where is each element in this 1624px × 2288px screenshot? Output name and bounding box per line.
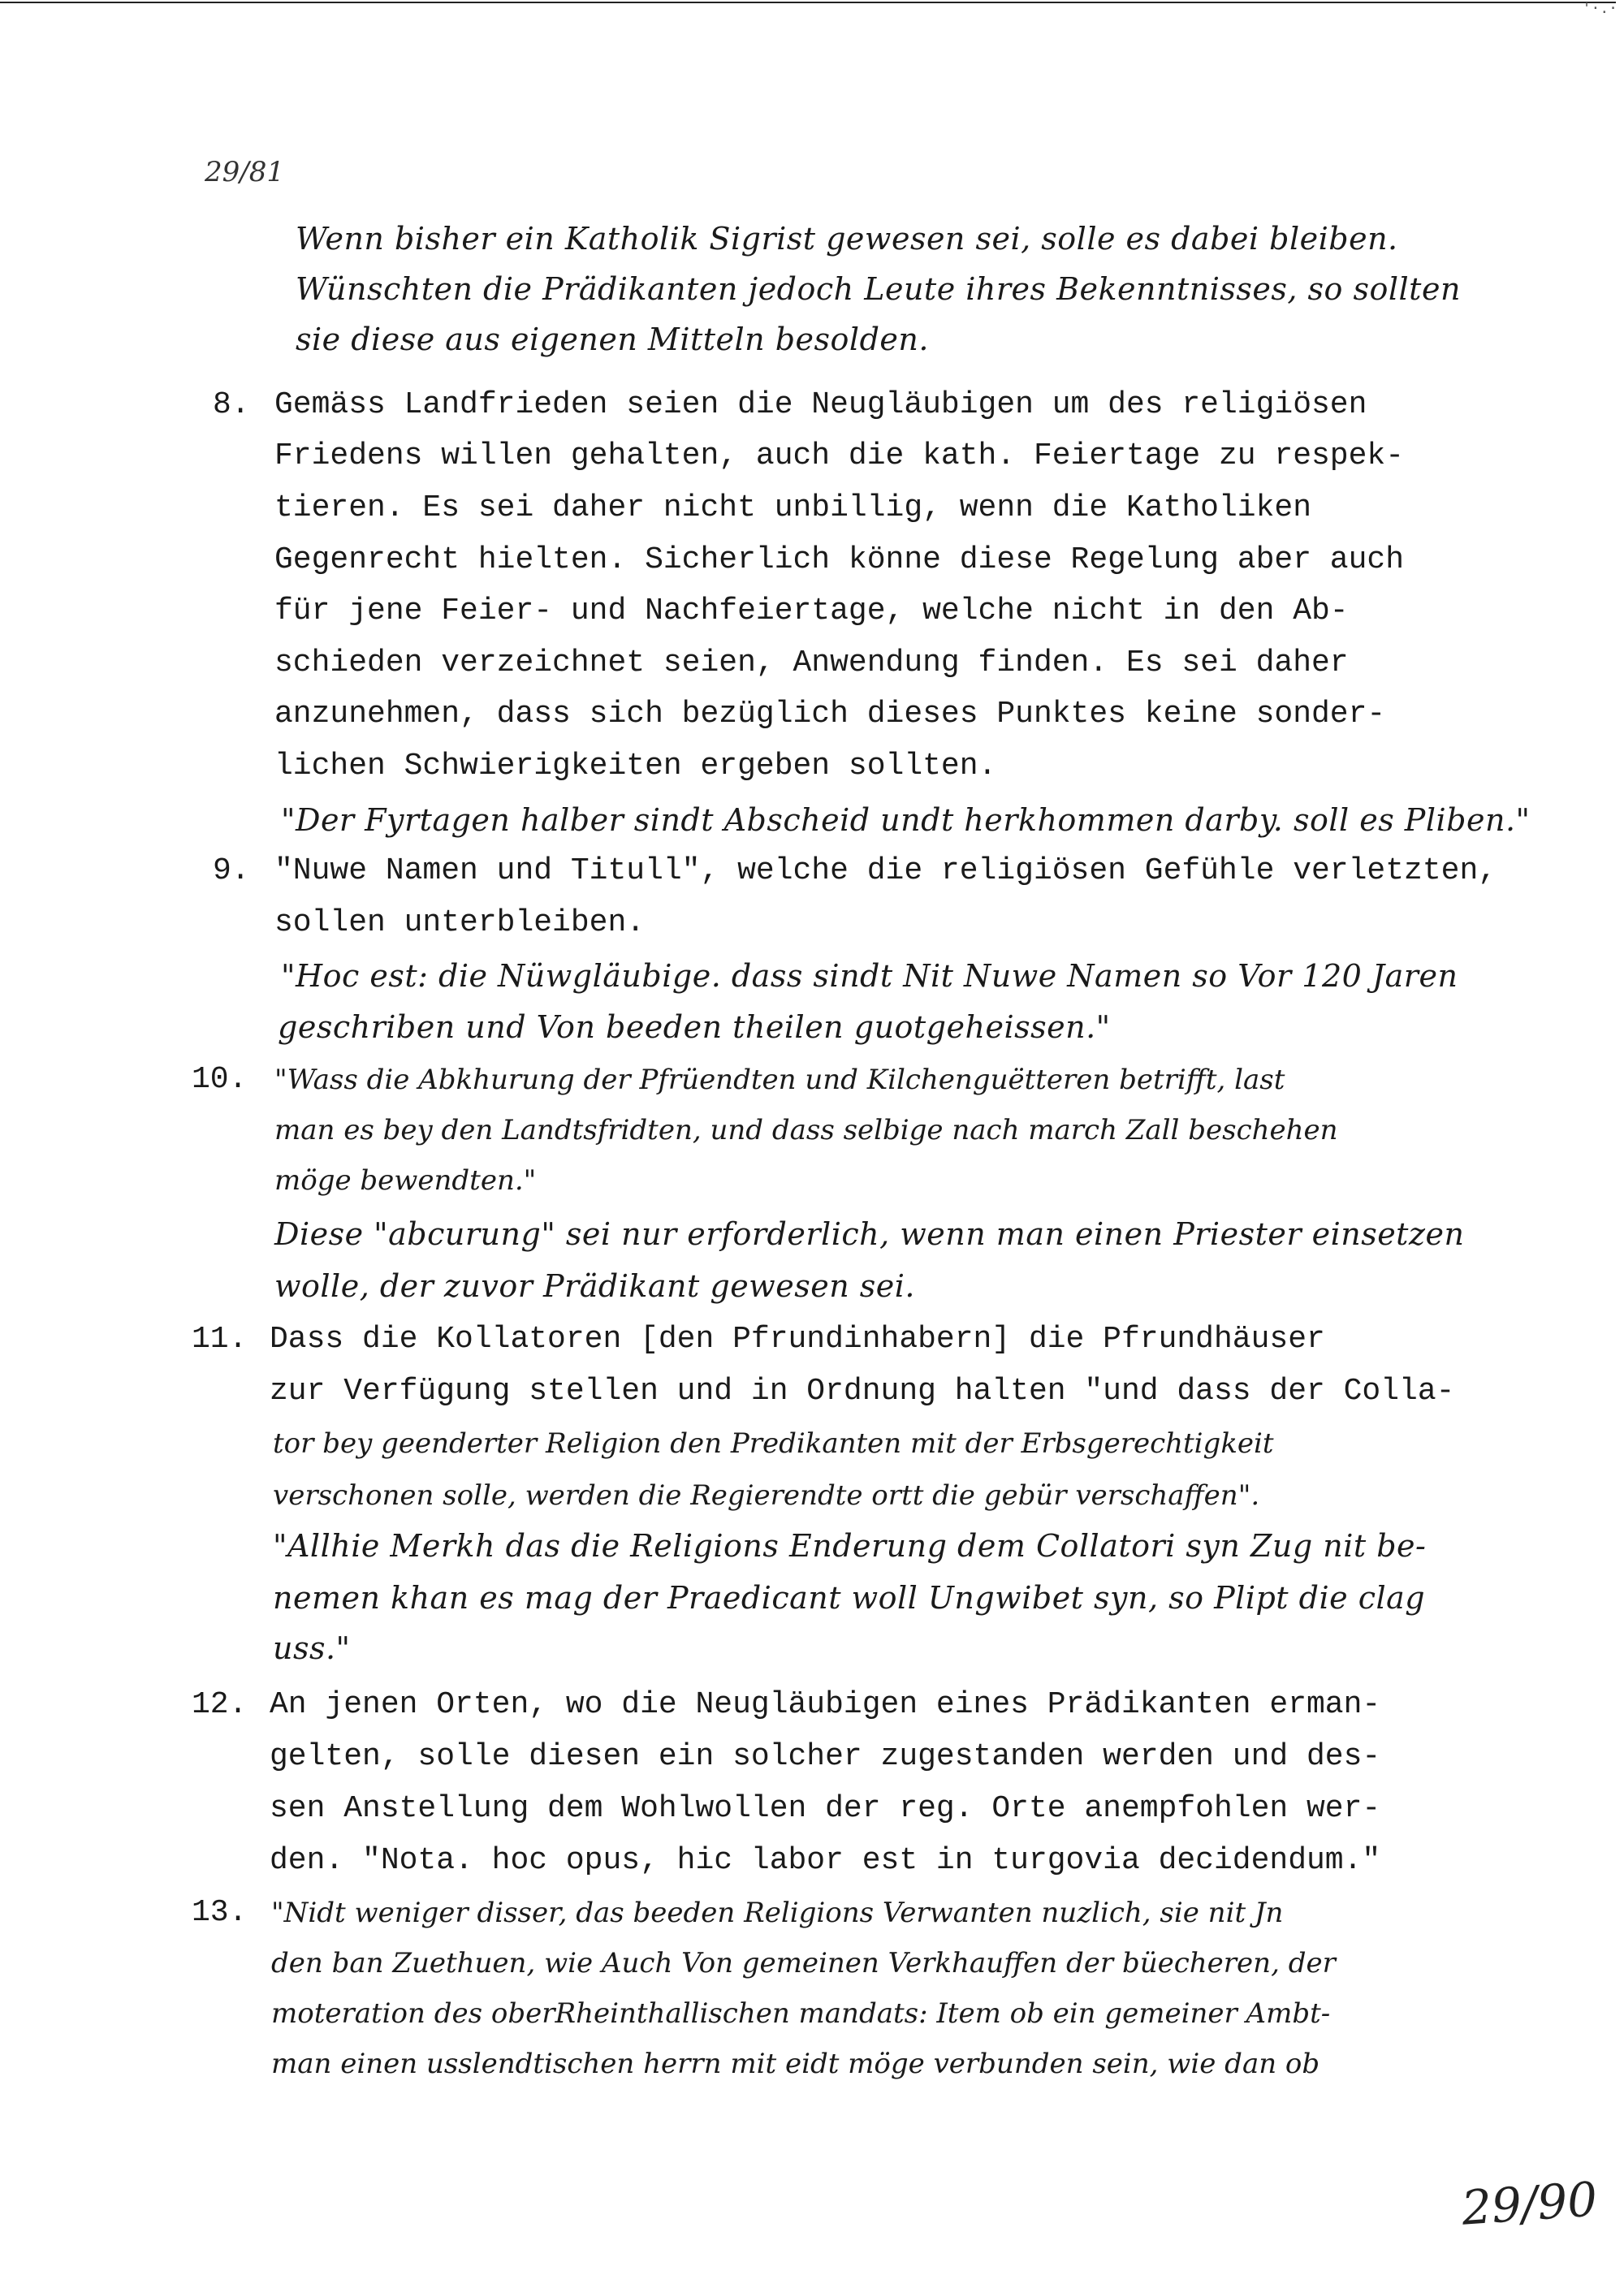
text-line: den. "Nota. hoc opus, hic labor est in turgovia decidendum." (270, 1843, 1381, 1878)
item-number: 8. (213, 387, 250, 422)
text-line: Wenn bisher ein Katholik Sigrist gewesen sei, solle es dabei bleiben. (296, 221, 1398, 257)
item-number: 11. (192, 1322, 248, 1357)
text-line: "Nuwe Namen und Titull", welche die religiösen Gefühle verletzten, (274, 853, 1497, 888)
page-reference: 29/81 (205, 156, 284, 188)
text-line: man einen usslendtischen herrn mit eidt möge verbunden sein, wie dan ob (271, 2048, 1320, 2080)
text-line: sie diese aus eigenen Mitteln besolden. (296, 322, 929, 357)
text-line: lichen Schwierigkeiten ergeben sollten. (274, 749, 997, 784)
text-line: Friedens willen gehalten, auch die kath. Feiertage zu respek- (274, 438, 1405, 473)
text-line: verschonen solle, werden die Regierendte ortt die gebür verschaffen". (273, 1479, 1260, 1512)
text-line: moteration des oberRheinthallischen mandats: Item ob ein gemeiner Ambt- (271, 1997, 1331, 2030)
text-line: den ban Zuethuen, wie Auch Von gemeinen Verkhauffen der büecheren, der (271, 1947, 1336, 1979)
item-number: 10. (192, 1062, 248, 1097)
text-line: Diese "abcurung" sei nur erforderlich, wenn man einen Priester einsetzen (274, 1216, 1465, 1252)
item-number: 13. (192, 1895, 248, 1930)
text-line: tor bey geenderter Religion den Predikanten mit der Erbsgerechtigkeit (273, 1427, 1274, 1460)
text-line: gelten, solle diesen ein solcher zugestanden werden und des- (270, 1739, 1381, 1774)
handwritten-page-number: 29/90 (1459, 2171, 1600, 2236)
top-border-line (0, 2, 1616, 3)
text-line: sollen unterbleiben. (274, 905, 646, 940)
text-line: tieren. Es sei daher nicht unbillig, wenn die Katholiken (274, 490, 1312, 525)
text-line: "Hoc est: die Nüwgläubige. dass sindt Nit Nuwe Namen so Vor 120 Jaren (281, 958, 1458, 994)
text-line: für jene Feier- und Nachfeiertage, welche nicht in den Ab- (274, 594, 1349, 628)
text-line: schieden verzeichnet seien, Anwendung finden. Es sei daher (274, 645, 1349, 680)
text-line: uss." (273, 1630, 351, 1666)
text-line: Gegenrecht hielten. Sicherlich könne diese Regelung aber auch (274, 542, 1405, 577)
text-line: sen Anstellung dem Wohlwollen der reg. Orte anempfohlen wer- (270, 1791, 1381, 1826)
text-line: "Wass die Abkhurung der Pfrüendten und Kilchenguëtteren betrifft, last (274, 1064, 1285, 1096)
text-line: An jenen Orten, wo die Neugläubigen eines Prädikanten erman- (270, 1687, 1381, 1722)
item-number: 12. (192, 1687, 248, 1722)
text-line: geschriben und Von beeden theilen guotgeheissen." (278, 1009, 1111, 1045)
text-line: zur Verfügung stellen und in Ordnung halten "und dass der Colla- (270, 1374, 1455, 1409)
text-line: Wünschten die Prädikanten jedoch Leute ihres Bekenntnisses, so sollten (296, 271, 1461, 307)
text-line: "Der Fyrtagen halber sindt Abscheid undt herkhommen darby. soll es Pliben." (281, 802, 1531, 838)
text-line: man es bey den Landtsfridten, und dass selbige nach march Zall beschehen (274, 1114, 1338, 1146)
item-number: 9. (213, 853, 250, 888)
text-line: "Allhie Merkh das die Religions Enderung dem Collatori syn Zug nit be- (273, 1528, 1427, 1564)
text-line: nemen khan es mag der Praedicant woll Ungwibet syn, so Plipt die clag (273, 1580, 1426, 1616)
text-line: "Nidt weniger disser, das beeden Religions Verwanten nuzlich, sie nit Jn (271, 1897, 1284, 1929)
text-line: Gemäss Landfrieden seien die Neugläubigen um des religiösen (274, 387, 1367, 422)
text-line: wolle, der zuvor Prädikant gewesen sei. (274, 1268, 915, 1304)
text-line: anzunehmen, dass sich bezüglich dieses Punktes keine sonder- (274, 697, 1386, 732)
corner-mark: '·.· (1582, 0, 1618, 17)
text-line: möge bewendten." (274, 1164, 537, 1197)
text-line: Dass die Kollatoren [den Pfrundinhabern] die Pfrundhäuser (270, 1322, 1325, 1357)
